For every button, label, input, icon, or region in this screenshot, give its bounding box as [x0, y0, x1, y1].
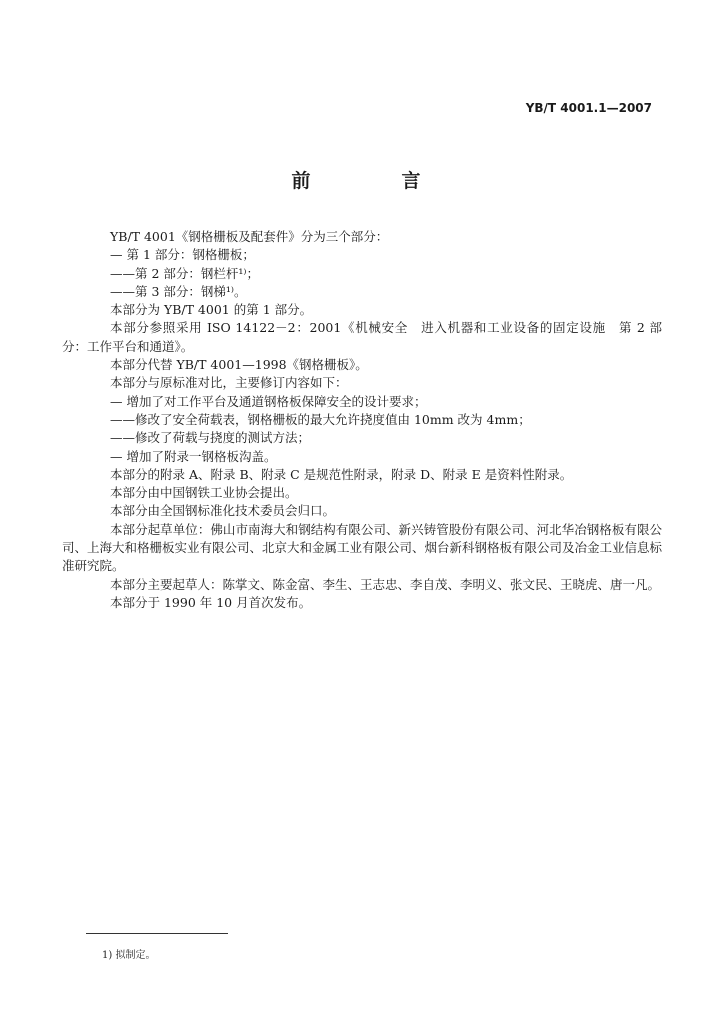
foreword-body [62, 228, 663, 612]
paragraph: YB/T 4001《钢格栅板及配套件》分为三个部分： [110, 229, 389, 244]
list-item: — 第 1 部分：钢格栅板； [110, 247, 255, 263]
list-item: ——第 2 部分：钢栏杆¹⁾； [110, 265, 259, 281]
paragraph: 本部分主要起草人：陈掌文、陈金富、李生、王志忠、李自茂、李明义、张文民、王晓虎、唐一凡。 [110, 576, 661, 592]
paragraph: 本部分起草单位：佛山市南海大和钢结构有限公司、新兴铸管股份有限公司、河北华冶钢格板有限公司、上海大和格栅板实业有限公司、北京大和金属工业有限公司、烟台新科钢格板有限公司及冶金工业信息标准研究院。 [62, 521, 663, 574]
paragraph: 本部分的附录 A、附录 B、附录 C 是规范性附录，附录 D、附录 E 是资料性附录。 [110, 466, 573, 482]
paragraph: 本部分代替 YB/T 4001—1998《钢格栅板》。 [110, 357, 368, 373]
paragraph: 本部分为 YB/T 4001 的第 1 部分。 [110, 302, 313, 318]
list-item: ——修改了荷载与挠度的测试方法； [110, 430, 311, 446]
paragraph: 本部分于 1990 年 10 月首次发布。 [110, 594, 312, 610]
paragraph: 本部分由全国钢标准化技术委员会归口。 [110, 503, 336, 519]
list-item: — 增加了附录一钢格板沟盖。 [110, 448, 277, 464]
page-title: 前 言 [291, 170, 457, 192]
paragraph: 本部分参照采用 ISO 14122－2：2001《机械安全 进入机器和工业设备的固定设施 第 2 部分：工作平台和通道》。 [62, 320, 662, 354]
standard-number: YB/T 4001.1—2007 [525, 101, 652, 115]
footnote-divider [86, 933, 228, 934]
paragraph: 本部分由中国钢铁工业协会提出。 [110, 485, 298, 501]
list-item: ——修改了安全荷载表，钢格栅板的最大允许挠度值由 10mm 改为 4mm； [110, 411, 531, 427]
list-item: — 增加了对工作平台及通道钢格板保障安全的设计要求； [110, 393, 427, 409]
paragraph: 本部分与原标准对比，主要修订内容如下： [110, 375, 348, 391]
footnote: 1) 拟制定。 [102, 950, 156, 961]
list-item: ——第 3 部分：钢梯¹⁾。 [110, 283, 247, 299]
